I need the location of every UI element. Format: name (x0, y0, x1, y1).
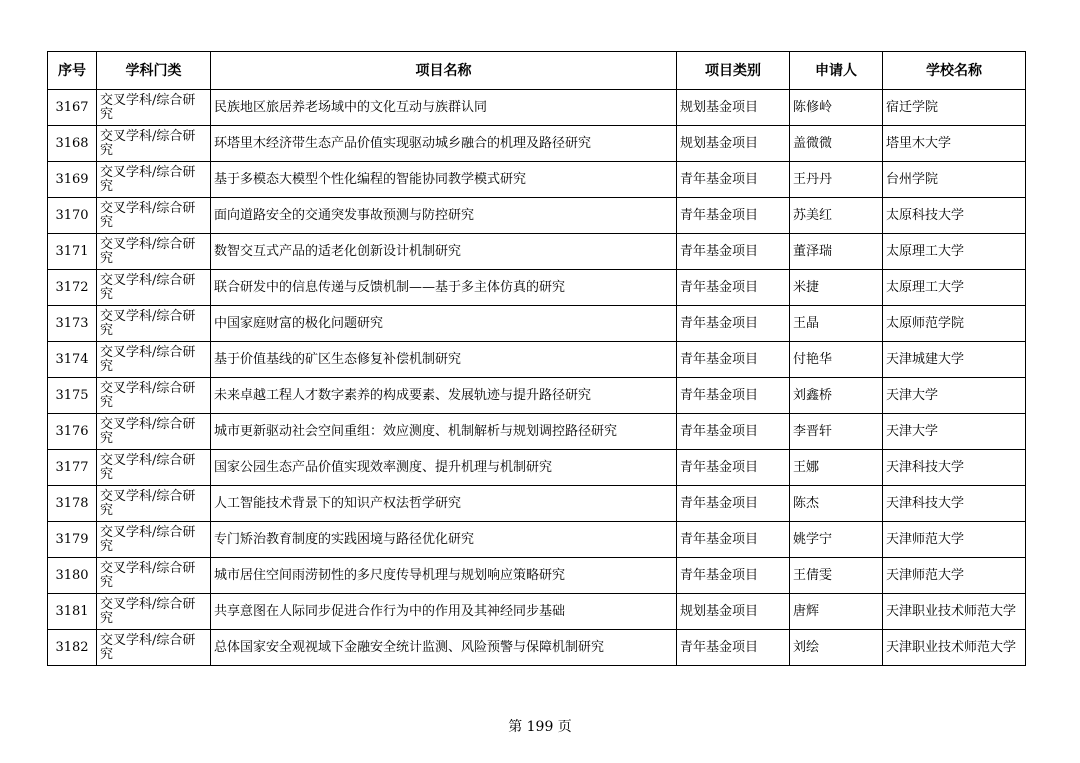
cell-category: 交叉学科/综合研究 (97, 270, 211, 306)
cell-applicant: 王娜 (790, 450, 883, 486)
cell-school: 台州学院 (883, 162, 1026, 198)
cell-applicant: 米捷 (790, 270, 883, 306)
cell-school: 宿迁学院 (883, 90, 1026, 126)
cell-serial-no: 3171 (48, 234, 97, 270)
table-row (48, 414, 1026, 450)
cell-project-type: 青年基金项目 (677, 306, 790, 342)
project-table (47, 51, 1026, 666)
cell-project-name: 基于多模态大模型个性化编程的智能协同教学模式研究 (211, 162, 677, 198)
cell-category: 交叉学科/综合研究 (97, 594, 211, 630)
cell-applicant: 付艳华 (790, 342, 883, 378)
cell-project-name: 基于价值基线的矿区生态修复补偿机制研究 (211, 342, 677, 378)
table-body (48, 90, 1026, 666)
cell-project-type: 青年基金项目 (677, 198, 790, 234)
cell-school: 太原理工大学 (883, 270, 1026, 306)
header-project-type: 项目类别 (677, 52, 790, 90)
cell-project-name: 民族地区旅居养老场域中的文化互动与族群认同 (211, 90, 677, 126)
cell-school: 天津师范大学 (883, 558, 1026, 594)
table-row (48, 234, 1026, 270)
cell-applicant: 李晋轩 (790, 414, 883, 450)
cell-project-name: 面向道路安全的交通突发事故预测与防控研究 (211, 198, 677, 234)
cell-category: 交叉学科/综合研究 (97, 126, 211, 162)
cell-applicant: 刘绘 (790, 630, 883, 666)
cell-project-name: 中国家庭财富的极化问题研究 (211, 306, 677, 342)
cell-project-type: 规划基金项目 (677, 126, 790, 162)
cell-school: 天津师范大学 (883, 522, 1026, 558)
cell-applicant: 苏美红 (790, 198, 883, 234)
cell-project-type: 青年基金项目 (677, 270, 790, 306)
table-row (48, 270, 1026, 306)
cell-category: 交叉学科/综合研究 (97, 522, 211, 558)
cell-category: 交叉学科/综合研究 (97, 486, 211, 522)
cell-category: 交叉学科/综合研究 (97, 414, 211, 450)
cell-project-type: 规划基金项目 (677, 90, 790, 126)
cell-project-type: 青年基金项目 (677, 450, 790, 486)
table-row (48, 450, 1026, 486)
header-project-name: 项目名称 (211, 52, 677, 90)
cell-project-type: 青年基金项目 (677, 558, 790, 594)
cell-category: 交叉学科/综合研究 (97, 162, 211, 198)
table-row (48, 90, 1026, 126)
table-row (48, 486, 1026, 522)
cell-school: 天津大学 (883, 414, 1026, 450)
table-header-row (48, 52, 1026, 90)
cell-category: 交叉学科/综合研究 (97, 198, 211, 234)
cell-serial-no: 3175 (48, 378, 97, 414)
table-row (48, 342, 1026, 378)
cell-school: 太原理工大学 (883, 234, 1026, 270)
cell-project-name: 总体国家安全观视域下金融安全统计监测、风险预警与保障机制研究 (211, 630, 677, 666)
cell-project-name: 专门矫治教育制度的实践困境与路径优化研究 (211, 522, 677, 558)
cell-project-name: 共享意图在人际同步促进合作行为中的作用及其神经同步基础 (211, 594, 677, 630)
cell-project-name: 数智交互式产品的适老化创新设计机制研究 (211, 234, 677, 270)
cell-applicant: 刘鑫桥 (790, 378, 883, 414)
cell-serial-no: 3169 (48, 162, 97, 198)
cell-serial-no: 3176 (48, 414, 97, 450)
table-row (48, 126, 1026, 162)
cell-serial-no: 3173 (48, 306, 97, 342)
cell-serial-no: 3180 (48, 558, 97, 594)
cell-school: 天津大学 (883, 378, 1026, 414)
header-applicant: 申请人 (790, 52, 883, 90)
cell-applicant: 唐辉 (790, 594, 883, 630)
table-row (48, 162, 1026, 198)
cell-project-name: 城市更新驱动社会空间重组：效应测度、机制解析与规划调控路径研究 (211, 414, 677, 450)
cell-serial-no: 3174 (48, 342, 97, 378)
cell-school: 天津职业技术师范大学 (883, 594, 1026, 630)
cell-school: 天津城建大学 (883, 342, 1026, 378)
cell-category: 交叉学科/综合研究 (97, 630, 211, 666)
cell-project-name: 环塔里木经济带生态产品价值实现驱动城乡融合的机理及路径研究 (211, 126, 677, 162)
cell-project-type: 青年基金项目 (677, 522, 790, 558)
table-row (48, 558, 1026, 594)
cell-category: 交叉学科/综合研究 (97, 450, 211, 486)
cell-serial-no: 3172 (48, 270, 97, 306)
cell-project-name: 人工智能技术背景下的知识产权法哲学研究 (211, 486, 677, 522)
cell-serial-no: 3170 (48, 198, 97, 234)
cell-project-type: 青年基金项目 (677, 414, 790, 450)
cell-serial-no: 3178 (48, 486, 97, 522)
cell-category: 交叉学科/综合研究 (97, 558, 211, 594)
cell-category: 交叉学科/综合研究 (97, 378, 211, 414)
cell-school: 天津科技大学 (883, 450, 1026, 486)
cell-project-type: 青年基金项目 (677, 630, 790, 666)
cell-category: 交叉学科/综合研究 (97, 342, 211, 378)
cell-applicant: 王倩雯 (790, 558, 883, 594)
table-row (48, 630, 1026, 666)
header-category: 学科门类 (97, 52, 211, 90)
cell-serial-no: 3177 (48, 450, 97, 486)
cell-project-name: 国家公园生态产品价值实现效率测度、提升机理与机制研究 (211, 450, 677, 486)
header-no: 序号 (48, 52, 97, 90)
cell-applicant: 姚学宁 (790, 522, 883, 558)
cell-serial-no: 3182 (48, 630, 97, 666)
cell-serial-no: 3167 (48, 90, 97, 126)
cell-project-name: 未来卓越工程人才数字素养的构成要素、发展轨迹与提升路径研究 (211, 378, 677, 414)
cell-school: 太原师范学院 (883, 306, 1026, 342)
cell-school: 天津职业技术师范大学 (883, 630, 1026, 666)
cell-project-name: 城市居住空间雨涝韧性的多尺度传导机理与规划响应策略研究 (211, 558, 677, 594)
cell-serial-no: 3168 (48, 126, 97, 162)
cell-applicant: 王晶 (790, 306, 883, 342)
cell-project-type: 青年基金项目 (677, 234, 790, 270)
cell-applicant: 陈杰 (790, 486, 883, 522)
table-row (48, 522, 1026, 558)
table-row (48, 306, 1026, 342)
cell-project-name: 联合研发中的信息传递与反馈机制——基于多主体仿真的研究 (211, 270, 677, 306)
page-number: 第 199 页 (508, 719, 572, 735)
cell-school: 太原科技大学 (883, 198, 1026, 234)
header-school: 学校名称 (883, 52, 1026, 90)
cell-project-type: 规划基金项目 (677, 594, 790, 630)
cell-school: 天津科技大学 (883, 486, 1026, 522)
cell-project-type: 青年基金项目 (677, 378, 790, 414)
table-row (48, 594, 1026, 630)
cell-category: 交叉学科/综合研究 (97, 234, 211, 270)
table-row (48, 198, 1026, 234)
cell-project-type: 青年基金项目 (677, 162, 790, 198)
cell-school: 塔里木大学 (883, 126, 1026, 162)
cell-applicant: 盖微微 (790, 126, 883, 162)
cell-serial-no: 3181 (48, 594, 97, 630)
cell-applicant: 王丹丹 (790, 162, 883, 198)
table-row (48, 378, 1026, 414)
cell-project-type: 青年基金项目 (677, 342, 790, 378)
cell-applicant: 董泽瑞 (790, 234, 883, 270)
cell-applicant: 陈修岭 (790, 90, 883, 126)
cell-serial-no: 3179 (48, 522, 97, 558)
cell-category: 交叉学科/综合研究 (97, 90, 211, 126)
cell-project-type: 青年基金项目 (677, 486, 790, 522)
cell-category: 交叉学科/综合研究 (97, 306, 211, 342)
